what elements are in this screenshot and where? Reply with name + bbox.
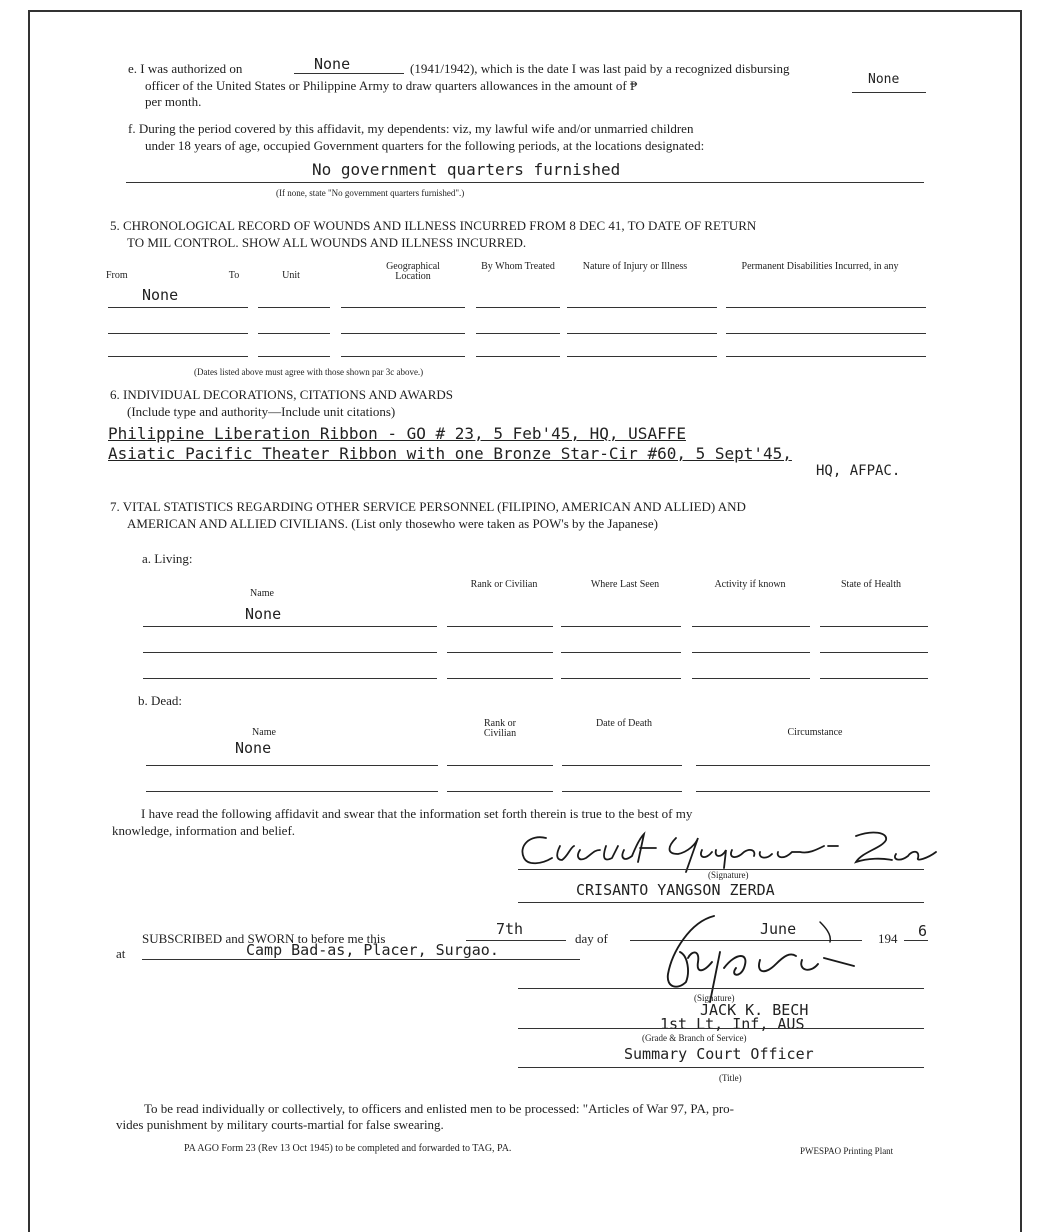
section5-note: (Dates listed above must agree with those shown par 3c above.)	[194, 367, 424, 377]
amount-underline	[852, 92, 926, 93]
living-value: None	[245, 605, 282, 623]
quarters-note: (If none, state "No government quarters furnished".)	[276, 188, 465, 198]
officer-name: JACK K. BECH	[700, 1001, 809, 1019]
living-col-activity: Activity if known	[714, 579, 786, 590]
printer-imprint: PWESPAO Printing Plant	[800, 1146, 894, 1156]
form-rule-line	[146, 791, 438, 792]
affiant-name: CRISANTO YANGSON ZERDA	[576, 881, 775, 899]
form-rule-line	[820, 626, 928, 627]
col-to: To	[228, 270, 240, 281]
living-col-state-of-health: State of Health	[841, 579, 901, 590]
form-rule-line	[696, 791, 930, 792]
quarters-underline	[126, 182, 924, 183]
form-rule-line	[518, 902, 924, 903]
affiant-signature-caption: (Signature)	[708, 870, 749, 880]
living-label: a. Living:	[142, 551, 193, 566]
oath-line2: knowledge, information and belief.	[112, 823, 296, 838]
section7-title-line2: AMERICAN AND ALLIED CIVILIANS. (List only thosewho were taken as POW's by the Japanese)	[127, 516, 658, 531]
form-rule-line	[447, 791, 553, 792]
dead-label: b. Dead:	[138, 693, 183, 708]
decoration-line3: HQ, AFPAC.	[816, 463, 901, 479]
form-rule-line	[518, 1028, 924, 1029]
dead-col-rank: Rank or Civilian	[483, 718, 517, 739]
living-col-where-last-seen: Where Last Seen	[590, 579, 660, 590]
form-rule-line	[820, 678, 928, 679]
form-rule-line	[518, 1067, 924, 1068]
form-rule-line	[341, 333, 465, 334]
dead-col-circumstance: Circumstance	[787, 727, 843, 738]
col-from: From	[106, 270, 128, 281]
form-rule-line	[476, 307, 560, 308]
quarters-amount-value: None	[868, 72, 900, 87]
form-rule-line	[341, 307, 465, 308]
form-rule-line	[447, 626, 553, 627]
form-rule-line	[904, 940, 928, 941]
sworn-at: at	[116, 946, 126, 961]
sworn-day: 7th	[496, 920, 524, 938]
officer-signature	[640, 912, 880, 1008]
form-rule-line	[143, 626, 437, 627]
form-rule-line	[562, 791, 682, 792]
sworn-year-prefix: 194	[878, 931, 898, 946]
form-rule-line	[447, 652, 553, 653]
para-e-line1-b: (1941/1942), which is the date I was last paid by a recognized disbursing	[410, 61, 790, 76]
decoration-line2: Asiatic Pacific Theater Ribbon with one Bronze Star-Cir #60, 5 Sept'45,	[108, 444, 792, 463]
page-border	[28, 10, 1022, 1232]
living-col-rank: Rank or Civilian	[470, 579, 538, 590]
para-e-line1-a: e. I was authorized on	[128, 61, 243, 76]
sworn-month: June	[760, 920, 797, 938]
form-rule-line	[447, 678, 553, 679]
form-rule-line	[820, 652, 928, 653]
grade-caption: (Grade & Branch of Service)	[642, 1033, 747, 1043]
section5-title-line1: 5. CHRONOLOGICAL RECORD OF WOUNDS AND ILLNESS INCURRED FROM 8 DEC 41, TO DATE OF RETURN	[110, 218, 757, 233]
title-caption: (Title)	[719, 1073, 742, 1083]
form-rule-line	[447, 765, 553, 766]
section7-title-line1: 7. VITAL STATISTICS REGARDING OTHER SERVICE PERSONNEL (FILIPINO, AMERICAN AND ALLIED) AND	[110, 499, 746, 514]
form-rule-line	[143, 678, 437, 679]
form-rule-line	[476, 356, 560, 357]
wounds-value: None	[142, 286, 179, 304]
form-rule-line	[561, 652, 681, 653]
form-rule-line	[562, 765, 682, 766]
form-rule-line	[561, 678, 681, 679]
form-rule-line	[518, 988, 924, 989]
form-rule-line	[726, 333, 926, 334]
form-rule-line	[108, 307, 248, 308]
form-rule-line	[108, 356, 248, 357]
form-rule-line	[258, 356, 330, 357]
para-e-line3: per month.	[145, 94, 202, 109]
oath-line1: I have read the following affidavit and swear that the information set forth therein is true to the best of my	[141, 806, 693, 821]
form-rule-line	[692, 678, 810, 679]
date-underline	[294, 73, 404, 74]
para-e-line2: officer of the United States or Philippine Army to draw quarters allowances in the amount of ₱	[145, 78, 638, 93]
form-rule-line	[692, 652, 810, 653]
officer-grade: 1st Lt, Inf, AUS	[660, 1015, 805, 1033]
footer-note-line2: vides punishment by military courts-martial for false swearing.	[116, 1117, 444, 1132]
para-f-line1: f. During the period covered by this affidavit, my dependents: viz, my lawful wife and/or unmarried children	[128, 121, 694, 136]
form-rule-line	[561, 626, 681, 627]
form-rule-line	[143, 652, 437, 653]
form-rule-line	[258, 307, 330, 308]
sworn-prefix: SUBSCRIBED and SWORN to before me this	[142, 931, 386, 946]
authorized-date-value: None	[314, 55, 351, 73]
para-f-line2: under 18 years of age, occupied Government quarters for the following periods, at the locations designated:	[145, 138, 705, 153]
place-underline	[142, 959, 580, 960]
form-rule-line	[146, 765, 438, 766]
col-geographical-location: Geographical Location	[386, 261, 440, 282]
dead-col-name: Name	[252, 727, 276, 738]
col-unit: Unit	[282, 270, 300, 281]
section6-subtitle: (Include type and authority—Include unit citations)	[127, 404, 396, 419]
form-rule-line	[341, 356, 465, 357]
dead-col-date-of-death: Date of Death	[595, 718, 653, 729]
col-by-whom-treated: By Whom Treated	[481, 261, 555, 272]
form-rule-line	[476, 333, 560, 334]
sworn-day-of: day of	[575, 931, 608, 946]
form-rule-line	[726, 356, 926, 357]
footer-note-line1: To be read individually or collectively, to officers and enlisted men to be processed: "Articles of War 97, PA, pro-	[144, 1101, 735, 1116]
section6-title: 6. INDIVIDUAL DECORATIONS, CITATIONS AND AWARDS	[110, 387, 454, 402]
col-nature-of-injury: Nature of Injury or Illness	[582, 261, 688, 272]
section5-title-line2: TO MIL CONTROL. SHOW ALL WOUNDS AND ILLNESS INCURRED.	[127, 235, 527, 250]
quarters-value: No government quarters furnished	[312, 160, 621, 179]
form-rule-line	[567, 356, 717, 357]
form-identifier: PA AGO Form 23 (Rev 13 Oct 1945) to be completed and forwarded to TAG, PA.	[184, 1143, 512, 1154]
sworn-year-digit: 6	[918, 922, 928, 940]
affiant-signature	[516, 828, 946, 874]
decoration-line1: Philippine Liberation Ribbon - GO # 23, 5 Feb'45, HQ, USAFFE	[108, 424, 686, 443]
dead-value: None	[235, 739, 272, 757]
living-col-name: Name	[250, 588, 274, 599]
officer-signature-caption: (Signature)	[694, 993, 735, 1003]
form-rule-line	[692, 626, 810, 627]
sworn-place: Camp Bad-as, Placer, Surgao.	[246, 941, 499, 959]
form-rule-line	[696, 765, 930, 766]
form-rule-line	[726, 307, 926, 308]
col-permanent-disabilities: Permanent Disabilities Incurred, in any	[741, 261, 899, 272]
form-rule-line	[567, 307, 717, 308]
form-rule-line	[258, 333, 330, 334]
officer-title: Summary Court Officer	[624, 1045, 814, 1063]
form-rule-line	[108, 333, 248, 334]
form-rule-line	[567, 333, 717, 334]
